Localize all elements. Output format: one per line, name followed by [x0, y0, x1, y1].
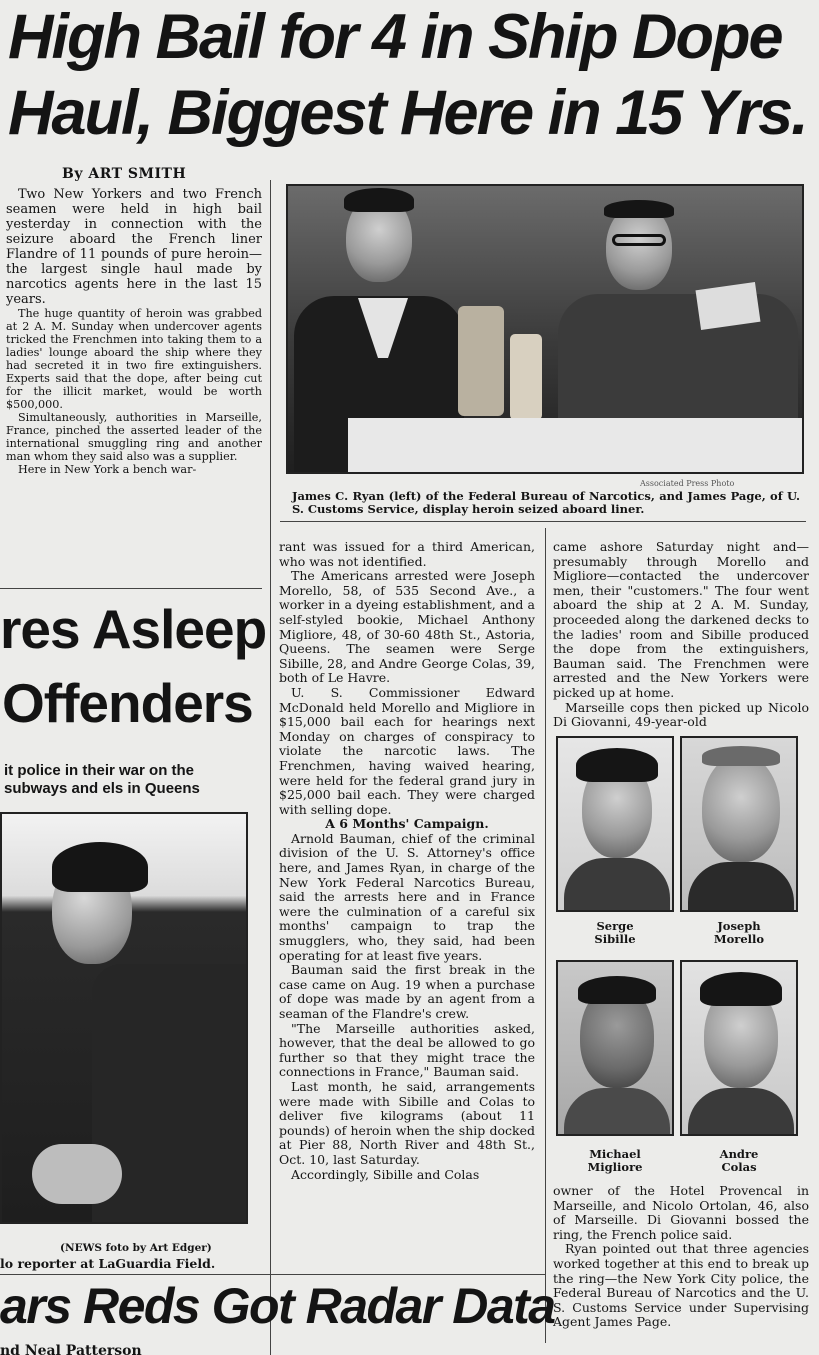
bottom-byline: nd Neal Patterson	[0, 1343, 142, 1355]
paragraph: "The Marseille authorities asked, however, that the deal be allowed to go further so that they might trace the connections in France," Bauman said.	[279, 1020, 535, 1080]
paragraph: U. S. Commissioner Edward McDonald held Morello and Migliore in $15,000 bail each for hearings next Monday on charges of conspiracy to violate the narcotic laws. The Frenchmen, having waived hearing, were held for the federal grand jury in $25,000 bail each. They were charged with selling dope.	[279, 684, 535, 817]
heroin-bottle	[510, 334, 542, 420]
table-cloth	[348, 418, 804, 474]
paragraph: Last month, he said, arrangements were made with Sibille and Colas to deliver five kilograms (about 11 pounds) of heroin when the ship docked at Pier 88, North River and 48th St., Oct. 10, last Saturday.	[279, 1078, 535, 1167]
subhead: A 6 Months' Campaign.	[325, 816, 489, 832]
heroin-bottle	[458, 306, 504, 416]
bottom-headline: ars Reds Got Radar Data	[0, 1278, 555, 1334]
paragraph: Two New Yorkers and two French seamen were held in high bail yesterday in connection with the seizure aboard the French liner Flandre of 11 pounds of pure heroin—the largest single haul made by narcotics agents here in the last 15 years.	[6, 187, 262, 307]
byline: By ART SMITH	[62, 166, 187, 182]
paragraph: The Americans arrested were Joseph Morello, 58, of 535 Second Ave., a worker in a dyeing establishment, and a self-styled bookie, Michael Anthony Migliore, 48, of 30-60 48th St., Astoria, Queens. The seamen were Serge Sibille, 28, and Andre George Colas, 39, both of Le Havre.	[279, 568, 535, 686]
left-story-photo	[0, 812, 248, 1224]
left-story-photo-credit: (NEWS foto by Art Edger)	[60, 1242, 212, 1254]
paragraph: came ashore Saturday night and—presumably through Morello and Migliore—contacted the undercover men, their "customers." The four went aboard the ship at 2 A. M. Sunday, proceeded along the darkened decks to the ladies' room and Sibille produced the dope from the extinguishers, Bauman said. The Frenchmen were arrested and the New Yorkers were picked up at home.	[553, 540, 809, 700]
photo-credit: Associated Press Photo	[640, 479, 735, 488]
paragraph: The huge quantity of heroin was grabbed at 2 A. M. Sunday when undercover agents tricked the Frenchmen into taking them to a ladies' lounge aboard the ship where they had secreted it in two fire extinguishers. Experts said that the dope, after being cut for the illicit market, would be worth $500,000.	[6, 307, 262, 411]
main-photo-caption: James C. Ryan (left) of the Federal Bureau of Narcotics, and James Page, of U. S. Customs Service, display heroin seized aboard liner.	[292, 489, 800, 516]
paragraph: Bauman said the first break in the case came on Aug. 19 when a purchase of dope was made by an agent from a seaman of the Flandre's crew.	[279, 962, 535, 1021]
column-3-text-top	[553, 540, 809, 730]
left-story-deck-line2: subways and els in Queens	[4, 780, 200, 797]
paragraph: Arnold Bauman, chief of the criminal division of the U. S. Attorney's office here, and James Ryan, in charge of the New York Federal Narcotics Bureau, said the arrests here and in France were the culmination of a careful six months' campaign to trap the smugglers, who, they said, had been operating for at least five years.	[279, 830, 535, 963]
main-photo	[286, 184, 804, 474]
left-story-headline-line2: Offenders	[2, 672, 253, 734]
main-headline-line2: Haul, Biggest Here in 15 Yrs.	[8, 78, 807, 148]
paragraph: Here in New York a bench war-	[18, 463, 197, 476]
paper-package	[696, 282, 761, 330]
left-story-headline-line1: res Asleep	[0, 598, 267, 660]
paragraph: Simultaneously, authorities in Marseille, France, pinched the asserted leader of the international smuggling ring and another man whom they said also was a supplier.	[6, 411, 262, 463]
mugshot-caption-colas: Andre Colas	[719, 1147, 759, 1174]
mugshot-caption-sibille: Serge Sibille	[594, 919, 636, 946]
paragraph: Accordingly, Sibille and Colas	[291, 1166, 480, 1182]
mugshot-sibille	[556, 736, 674, 912]
mugshot-colas	[680, 960, 798, 1136]
column-1-text	[6, 187, 262, 583]
mugshot-morello	[680, 736, 798, 912]
column-2-text	[279, 540, 535, 1268]
column-3-text-bottom	[553, 1184, 809, 1350]
paragraph: owner of the Hotel Provencal in Marseille, and Nicolo Ortolan, 46, also of Marseille. Di Giovanni bossed the ring, the French police said.	[553, 1184, 809, 1242]
mugshot-migliore	[556, 960, 674, 1136]
paragraph: rant was issued for a third American, who was not identified.	[279, 540, 535, 569]
paragraph: Ryan pointed out that three agencies worked together at this end to break up the ring—the New York City police, the Federal Bureau of Narcotics and the U. S. Customs Service under Supervising Agent James Page.	[553, 1241, 809, 1330]
mugshot-caption-migliore: Michael Migliore	[587, 1147, 643, 1174]
mugshot-caption-morello: Joseph Morello	[713, 919, 765, 946]
paragraph: Marseille cops then picked up Nicolo Di Giovanni, 49-year-old	[553, 699, 809, 730]
main-headline-line1: High Bail for 4 in Ship Dope	[8, 2, 782, 72]
left-story-deck-line1: it police in their war on the	[4, 762, 195, 779]
left-story-photo-caption: lo reporter at LaGuardia Field.	[0, 1256, 216, 1271]
